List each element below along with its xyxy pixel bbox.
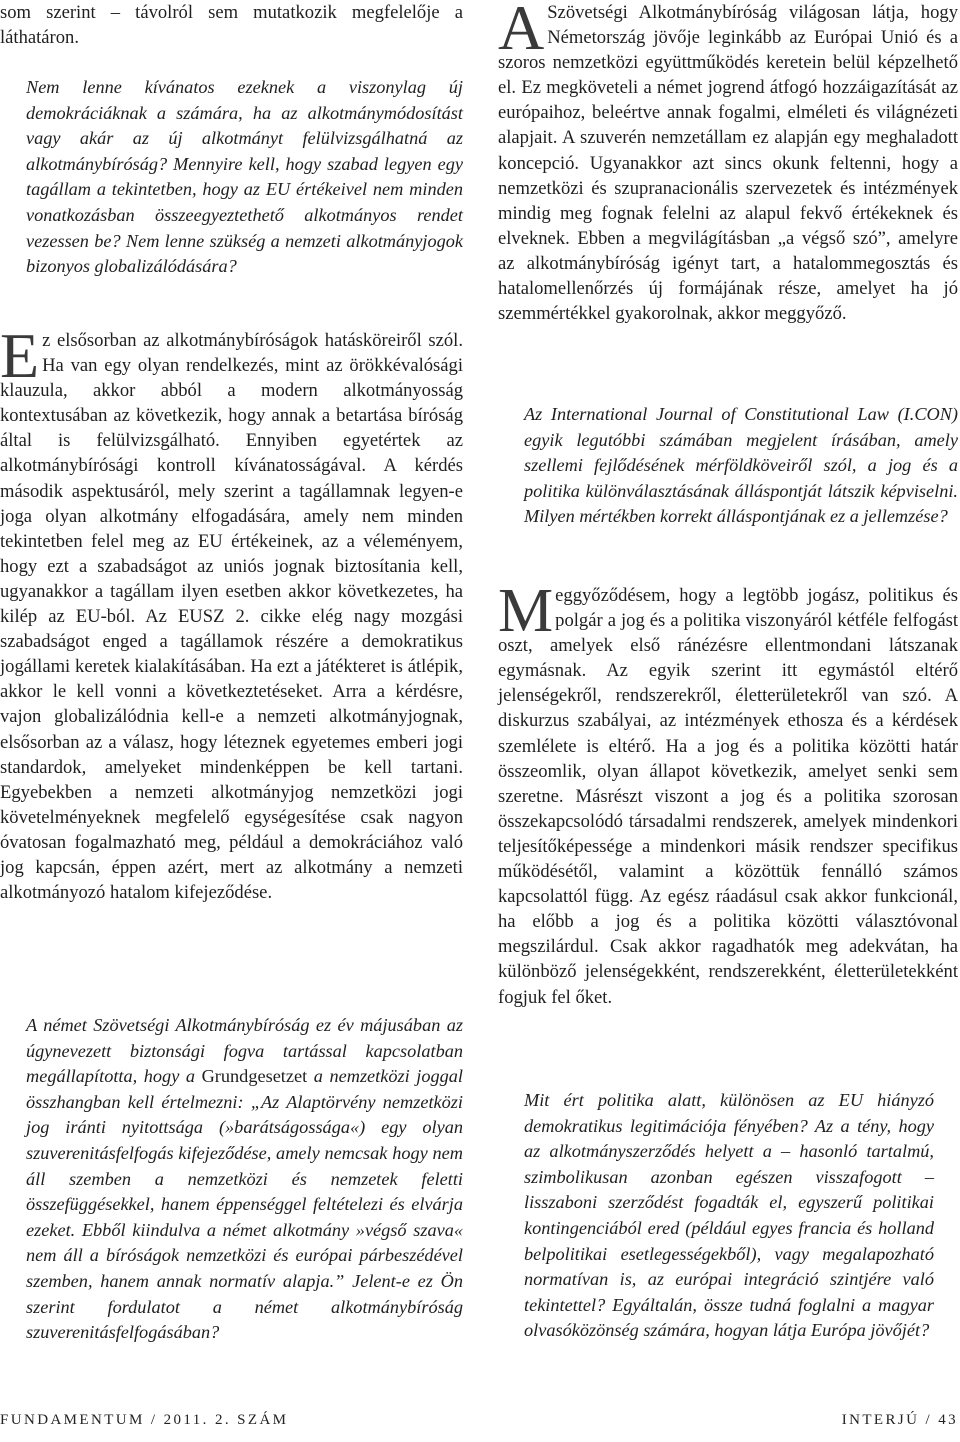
question-text-c: a nemzetközi joggal összhangban kell értelmezni: „Az Alaptörvény nemzetközi jog iránti nyitottsága (»barátságossága«) egy olyan szuverenitásfelfogás kifejeződése, amely nemcsak hogy nem áll szemben a nemzetközi és nemzetek feletti összefüggésekkel, hanem éppenséggel feltételezi és elvárja ezeket. Ebből kiindulva a német alkotmány »végső szava« nem áll a bíróságok nemzetközi és európai párbeszédével szemben, hanem annak normatív alapja.” Jelent-e ez Ön szerint fordulatot a német alkotmánybíróság szuverenitásfelfogásában? xyxy=(26,1066,463,1343)
answer-text: Szövetségi Alkotmánybíróság világosan látja, hogy Németország jövője leginkább az Európai Unió és a szoros nemzetközi együttműködés keretein belül képzelhető el. Ez megköveteli a német jogrend átfogó hozzáigazítását az európaihoz, beleértve annak fogalmi, elméleti és világnézeti alapjait. A szuverén nemzetállam ez alapján egy meghaladott koncepció. Ugyanakkor azt sincs okunk feltenni, hogy a nemzetközi és szupranacionális szervezetek és intézmények mindig meg fognak felelni az alapul fekvő értékeknek és elveknek. Ebben a megvilágításban „a végső szó”, amelyre az alkotmánybíróság igényt tart, a hatalommegosztás és hatalomellenőrzés új formájának része, amelyet ha jó szemmértékkel gyakorolnak, akkor meggyőző. xyxy=(498,2,958,325)
dropcap-letter: M xyxy=(498,577,554,645)
question-text-a: A német Szövetségi Alkotmánybíróság ez év májusában az úgynevezett biztonsági fogva tartással kapcsolatban megállapította, hogy a xyxy=(26,1015,463,1087)
interview-question-3: Az International Journal of Constitutional Law (I.CON) egyik legutóbbi számában megjelent írásában, amely szellemi fejlődésének mérföldköveiről szól, a jog és a politika különválasztásának álláspontját látszik képviselni. Milyen mértékben korrekt álláspontjának ez a jellemzése? xyxy=(524,404,958,527)
footer-journal-issue: FUNDAMENTUM / 2011. 2. SZÁM xyxy=(0,1412,289,1428)
interview-question-2 xyxy=(26,1013,463,1346)
dropcap-letter: E xyxy=(0,320,40,391)
question-term-grundgesetz: Grundgesetzet xyxy=(201,1066,308,1087)
answer-text: z elsősorban az alkotmánybíróságok hatásköreiről szól. Ha van egy olyan rendelkezés, mint az örökkévalósági klauzula, akkor abból a modern alkotmányosság kontextusában az következik, hogy annak a betartása bíróság által is felülvizsgálható. Ennyiben egyetértek az alkotmánybírósági kontroll kívánatosságával. A kérdés második aspektusáról, mely szerint a tagállamnak legyen-e joga olyan alkotmány elfogadására, amely nem minden tekintetben felel meg az EU értékeinek, az a véleményem, hogy ezt a szabadságot az uniós jognak biztosítania kell, ugyanakkor a tagállam ilyen esetben akkor következetes, ha kilép az EU-ból. Az EUSZ 2. cikke elég nagy mozgási szabadságot enged a tagállamok részére a demokratikus jogállami keretek kialakításában. Ha ezt a játékteret is átlépik, akkor le kell vonni a következtetéseket. Arra a kérdésre, vajon globalizálódnia kell-e a nemzeti alkotmányjognak, elsősorban az a válasz, hogy léteznek egyetemes emberi jogi standardok, amelyeket mindenképpen be kell tartani. Egyebekben a nemzeti alkotmányjog nemzetközi jogi követelményeknek megfelelő egységesítése csak nagyon óvatosan fogalmazható meg, például a demokráciához való jog kapcsán, éppen azért, mert az alkotmány a nemzeti alkotmányozó hatalom kifejeződése. xyxy=(0,330,463,904)
interview-question-1: Nem lenne kívánatos ezeknek a viszonylag új demokráciáknak a számára, ha az alkotmánymódosítást vagy akár az új alkotmányt felülvizsgálhatná az alkotmánybíróság? Mennyire kell, hogy szabad legyen egy tagállam a tekintetben, hogy az EU értékeivel nem minden vonatkozásban összeegyeztethető alkotmányos rendet vezessen be? Nem lenne szükség a nemzeti alkotmányjogok bizonyos globalizálódására? xyxy=(26,77,463,277)
interview-question-4: Mit ért politika alatt, különösen az EU hiányzó demokratikus legitimációja fényében? Az a tény, hogy az alkotmányszerződés helyett a – hasonló tartalmú, szimbolikusan azonban egészen visszafogott – lisszaboni szerződést fogadták el, egyszerű politikai kontingenciából ered (például egyes francia és holland belpolitikai esetlegességekből), vagy megalapozható normatívan is, az európai integráció szintjére való tekintettel? Egyáltalán, össze tudná foglalni a magyar olvasóközönség számára, hogyan látja Európa jövőjét? xyxy=(524,1090,934,1341)
dropcap-letter: A xyxy=(498,0,545,63)
answer-text: eggyőződésem, hogy a legtöbb jogász, politikus és polgár a jog és a politika viszonyáról kétféle felfogást oszt, amelyek első ránézésre ellentmondani látszanak egymásnak. Az egyik szerint itt egymástól eltérő jelenségekről, rendszerekről, életterületekről van szó. A diskurzus szabályai, az intézmények ethosza és a kérdések szemlélete is eltérő. Ha a jog és a politika közötti határ összeomlik, olyan állapot következik, amelyet senki sem szeretne. Másrészt viszont a jog és a politika szorosan összekapcsolódó társadalmi rendszerek, amelyek mindenkori teljesítőképessége a mindenkori másik rendszer specifikus működésétől, valamint a közöttük fennálló számos kapcsolattól függ. Az egész ráadásul csak akkor funkcionál, ha előbb a jog és a politika közötti választóvonal megszilárdul. Csak akkor ragadhatók meg adekvátan, ha különböző jelenségekként, rendszerekként, életterületekként fogjuk fel őket. xyxy=(498,585,958,1008)
interview-answer-3 xyxy=(498,577,958,1010)
footer-section-page: INTERJÚ / 43 xyxy=(841,1412,958,1428)
interview-answer-2 xyxy=(498,0,958,326)
interview-answer-1 xyxy=(0,320,463,905)
continued-paragraph: som szerint – távolról sem mutatkozik megfelelője a láthatáron. xyxy=(0,2,463,49)
